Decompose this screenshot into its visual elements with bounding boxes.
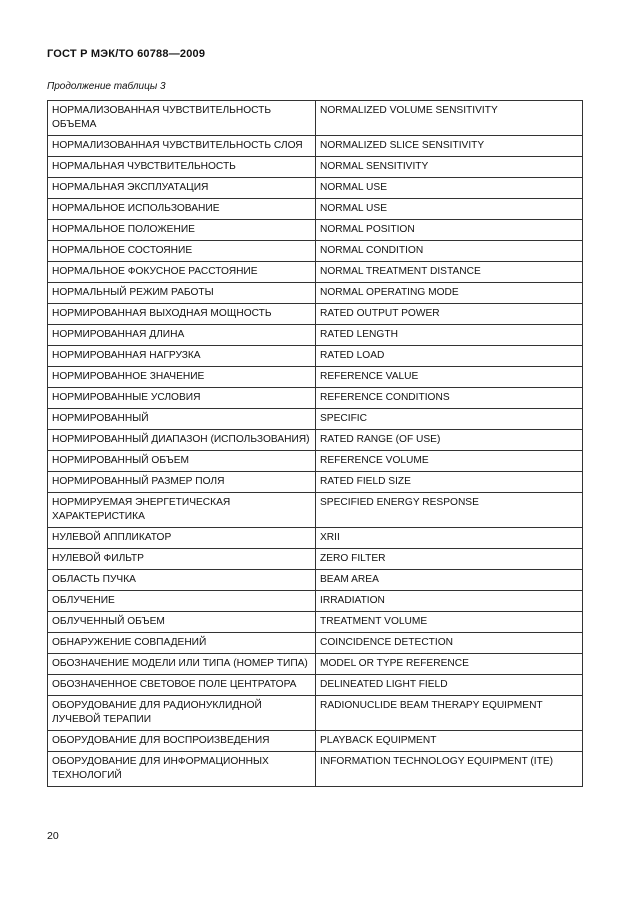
table-row (48, 696, 583, 731)
term-english: RATED OUTPUT POWER (316, 304, 583, 325)
term-english: SPECIFIED ENERGY RESPONSE (316, 493, 583, 528)
term-russian: ОБОРУДОВАНИЕ ДЛЯ ИНФОРМАЦИОННЫХ ТЕХНОЛОГИЙ (48, 752, 316, 787)
term-russian: НОРМИРОВАННОЕ ЗНАЧЕНИЕ (48, 367, 316, 388)
term-english: NORMAL TREATMENT DISTANCE (316, 262, 583, 283)
table-row (48, 493, 583, 528)
term-english: BEAM AREA (316, 570, 583, 591)
term-russian: НОРМАЛЬНОЕ ПОЛОЖЕНИЕ (48, 220, 316, 241)
term-english: DELINEATED LIGHT FIELD (316, 675, 583, 696)
table-row (48, 430, 583, 451)
table-row (48, 178, 583, 199)
term-english: ZERO FILTER (316, 549, 583, 570)
term-english: NORMAL OPERATING MODE (316, 283, 583, 304)
term-english: NORMALIZED VOLUME SENSITIVITY (316, 101, 583, 136)
term-english: NORMALIZED SLICE SENSITIVITY (316, 136, 583, 157)
term-english: RADIONUCLIDE BEAM THERAPY EQUIPMENT (316, 696, 583, 731)
table-row (48, 388, 583, 409)
term-russian: ОБЛАСТЬ ПУЧКА (48, 570, 316, 591)
term-english: NORMAL SENSITIVITY (316, 157, 583, 178)
table-row (48, 325, 583, 346)
term-english: NORMAL USE (316, 199, 583, 220)
table-row (48, 262, 583, 283)
term-english: IRRADIATION (316, 591, 583, 612)
table-row (48, 199, 583, 220)
table-row (48, 101, 583, 136)
term-russian: НОРМАЛЬНАЯ ЭКСПЛУАТАЦИЯ (48, 178, 316, 199)
term-russian: НОРМИРОВАННЫЙ (48, 409, 316, 430)
term-english: REFERENCE VALUE (316, 367, 583, 388)
table-row (48, 241, 583, 262)
table-row (48, 612, 583, 633)
table-row (48, 346, 583, 367)
table-row (48, 591, 583, 612)
term-russian: ОБНАРУЖЕНИЕ СОВПАДЕНИЙ (48, 633, 316, 654)
term-russian: НУЛЕВОЙ АППЛИКАТОР (48, 528, 316, 549)
term-russian: НОРМАЛЬНАЯ ЧУВСТВИТЕЛЬНОСТЬ (48, 157, 316, 178)
term-russian: НОРМАЛИЗОВАННАЯ ЧУВСТВИТЕЛЬНОСТЬ СЛОЯ (48, 136, 316, 157)
term-russian: ОБОЗНАЧЕННОЕ СВЕТОВОЕ ПОЛЕ ЦЕНТРАТОРА (48, 675, 316, 696)
term-english: NORMAL CONDITION (316, 241, 583, 262)
table-row (48, 752, 583, 787)
table-caption: Продолжение таблицы 3 (47, 81, 166, 92)
term-english: INFORMATION TECHNOLOGY EQUIPMENT (ITE) (316, 752, 583, 787)
term-english: TREATMENT VOLUME (316, 612, 583, 633)
term-russian: НОРМИРОВАННЫЙ ДИАПАЗОН (ИСПОЛЬЗОВАНИЯ) (48, 430, 316, 451)
table-row (48, 409, 583, 430)
term-english: COINCIDENCE DETECTION (316, 633, 583, 654)
term-english: PLAYBACK EQUIPMENT (316, 731, 583, 752)
term-russian: ОБОРУДОВАНИЕ ДЛЯ РАДИОНУКЛИДНОЙ ЛУЧЕВОЙ ТЕРАПИИ (48, 696, 316, 731)
term-english: SPECIFIC (316, 409, 583, 430)
term-english: RATED FIELD SIZE (316, 472, 583, 493)
terms-table-body (48, 101, 583, 787)
term-english: RATED LENGTH (316, 325, 583, 346)
term-russian: ОБЛУЧЕНИЕ (48, 591, 316, 612)
table-row (48, 549, 583, 570)
table-row (48, 136, 583, 157)
table-row (48, 570, 583, 591)
term-english: REFERENCE CONDITIONS (316, 388, 583, 409)
term-english: NORMAL USE (316, 178, 583, 199)
term-russian: НОРМАЛЬНОЕ СОСТОЯНИЕ (48, 241, 316, 262)
term-russian: НОРМИРОВАННЫЙ РАЗМЕР ПОЛЯ (48, 472, 316, 493)
table-row (48, 157, 583, 178)
term-english: MODEL OR TYPE REFERENCE (316, 654, 583, 675)
term-english: REFERENCE VOLUME (316, 451, 583, 472)
term-english: XRII (316, 528, 583, 549)
term-russian: НОРМАЛЬНОЕ ИСПОЛЬЗОВАНИЕ (48, 199, 316, 220)
term-russian: НОРМИРОВАННАЯ ДЛИНА (48, 325, 316, 346)
table-row (48, 528, 583, 549)
table-row (48, 472, 583, 493)
table-row (48, 367, 583, 388)
term-english: RATED RANGE (OF USE) (316, 430, 583, 451)
term-russian: НОРМИРОВАННАЯ НАГРУЗКА (48, 346, 316, 367)
document-header: ГОСТ Р МЭК/ТО 60788—2009 (47, 48, 206, 60)
term-russian: НОРМАЛЬНЫЙ РЕЖИМ РАБОТЫ (48, 283, 316, 304)
term-russian: НОРМИРОВАННЫЕ УСЛОВИЯ (48, 388, 316, 409)
table-row (48, 654, 583, 675)
table-row (48, 220, 583, 241)
table-row (48, 304, 583, 325)
term-russian: НОРМИРУЕМАЯ ЭНЕРГЕТИЧЕСКАЯ ХАРАКТЕРИСТИКА (48, 493, 316, 528)
term-russian: НОРМИРОВАННАЯ ВЫХОДНАЯ МОЩНОСТЬ (48, 304, 316, 325)
table-row (48, 283, 583, 304)
terms-table (47, 100, 583, 787)
term-russian: НУЛЕВОЙ ФИЛЬТР (48, 549, 316, 570)
term-russian: НОРМАЛИЗОВАННАЯ ЧУВСТВИТЕЛЬНОСТЬ ОБЪЕМА (48, 101, 316, 136)
term-russian: ОБЛУЧЕННЫЙ ОБЪЕМ (48, 612, 316, 633)
term-english: RATED LOAD (316, 346, 583, 367)
table-row (48, 731, 583, 752)
term-russian: НОРМАЛЬНОЕ ФОКУСНОЕ РАССТОЯНИЕ (48, 262, 316, 283)
term-english: NORMAL POSITION (316, 220, 583, 241)
term-russian: НОРМИРОВАННЫЙ ОБЪЕМ (48, 451, 316, 472)
table-row (48, 451, 583, 472)
term-russian: ОБОРУДОВАНИЕ ДЛЯ ВОСПРОИЗВЕДЕНИЯ (48, 731, 316, 752)
table-row (48, 675, 583, 696)
page-number: 20 (47, 830, 59, 842)
term-russian: ОБОЗНАЧЕНИЕ МОДЕЛИ ИЛИ ТИПА (НОМЕР ТИПА) (48, 654, 316, 675)
table-row (48, 633, 583, 654)
